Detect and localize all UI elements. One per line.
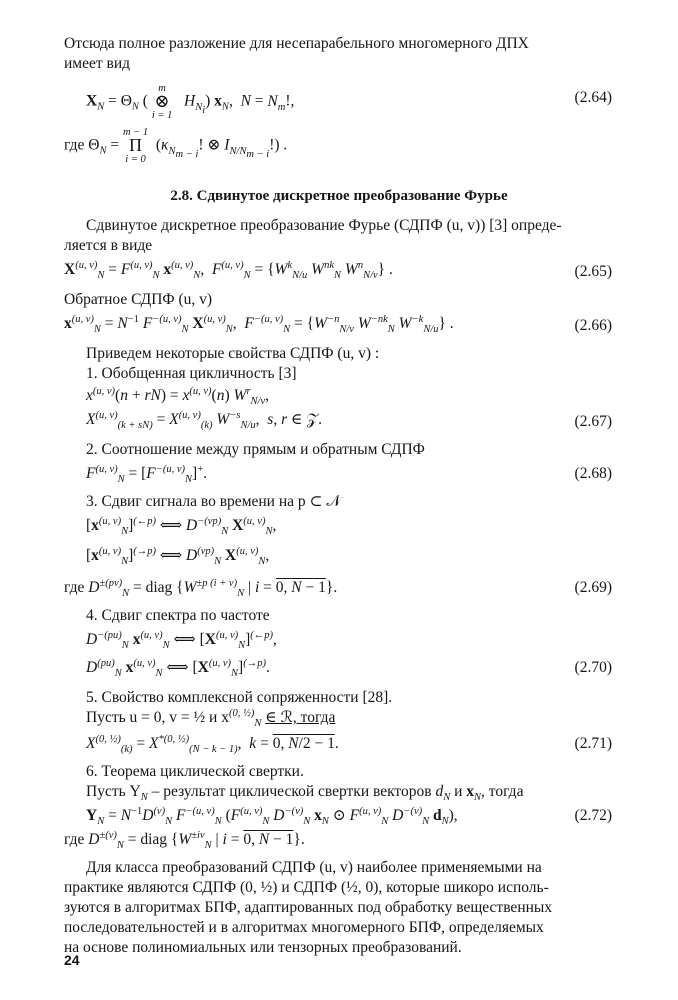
- property-4-heading: 4. Сдвиг спектра по частоте: [86, 607, 270, 624]
- equation-2-72: $Y_N = N^{-1}D^{(v)}_N$ $F^{-(u, v)}_N$ ($F^{(u, v)}_N$ $D^{-(v)}_N$ $x_N$ ⊙ F$^{(u, v)}_N$ $D^{-(v)}_N$ $d_N$),: [86, 805, 458, 828]
- condition-text: Пусть u = 0, v = ½ и x: [86, 709, 229, 726]
- equation-2-69-line-1: $[x^{(u, v)}_N]^{(\leftarrow p)}$ ⟺ $D^{-(vp)}_N$ X$^{(u, v)}_N$,: [86, 515, 277, 538]
- equation-2-66: $x^{(u, v)}_N = N^{-1}$ $F^{-(u, v)}_N$ X$^{(u, v)}_N$, $F^{-(u, v)}_N = \{W^{-n}_{N/v}$ $W^{-nk}_N$ $W^{-k}_{N/u}$} .: [64, 313, 454, 336]
- property-5-heading: 5. Свойство комплексной сопряженности [28].: [86, 689, 393, 706]
- equation-2-68: $F^{(u, v)}_N = [F^{-(u, v)}_N]^+$.: [86, 463, 207, 486]
- equation-number: (2.68): [574, 465, 612, 482]
- equation-2-71: $X^{(0, \frac{1}{2})}_{(k)} = X^{*(0, \frac{1}{2})}_{(N - k - 1)}$, k = 0, N/2 − 1.: [86, 733, 339, 756]
- property-6-condition: Пусть $Y_N$ – результат циклической свертки векторов $d_N$ и $x_N$, тогда: [86, 783, 524, 804]
- closing-line-1: Для класса преобразований СДПФ (u, v) наиболее применяемыми на: [86, 859, 542, 876]
- equation-2-67-line-2: X$^{(u, v)}_{(k + sN)}$ = X$^{(u, v)}_{(k)}$ $W^{-s}_{N/u}$, s, r ∈ 𝒵.: [86, 409, 323, 432]
- equation-number: (2.65): [574, 263, 612, 280]
- equation-2-70-line-2: $D^{(pu)}_N$ $x^{(u, v)}_N$ ⟺ $[X^{(u, v)}_N]^{(\to p)}$.: [86, 657, 270, 680]
- theta-definition: где $\Theta_N$ = m − 1 Π i = 0 ($\kappa_{N_{m - i}}$! ⊗ $I_{N/N_{m - i}}$!) .: [64, 127, 288, 165]
- property-2-heading: 2. Соотношение между прямым и обратным СДПФ: [86, 441, 425, 458]
- equation-number: (2.72): [574, 807, 612, 824]
- equation-2-69-line-2: $[x^{(u, v)}_N]^{(\to p)}$ ⟺ $D^{(vp)}_N$ X$^{(u, v)}_N$,: [86, 545, 270, 568]
- page-number: 24: [64, 952, 80, 968]
- property-6-heading: 6. Теорема циклической свертки.: [86, 763, 304, 780]
- equation-number: (2.70): [574, 659, 612, 676]
- equation-2-69-line-3: где $D^{\pm(pv)}_N$ = diag {$W^{\pm p (i + v)}_N$ | i = 0, N − 1}.: [64, 577, 338, 600]
- equation-2-67-line-1: $x^{(u, v)}(n + rN) = x^{(u, v)}(n)$ $W^r_{N/v}$,: [86, 385, 269, 408]
- closing-line-5: на основе полиномиальных или тензорных преобразований.: [64, 939, 462, 956]
- equation-number: (2.67): [574, 413, 612, 430]
- intro-line-1: Отсюда полное разложение для несепарабельного многомерного ДПХ: [64, 35, 529, 52]
- equation-2-70-line-1: $D^{-(pu)}_N$ $x^{(u, v)}_N$ ⟺ $[X^{(u, v)}_N]^{(\leftarrow p)}$,: [86, 629, 277, 652]
- equation-number: (2.64): [574, 89, 612, 106]
- section-title: 2.8. Сдвинутое дискретное преобразование Фурье: [170, 188, 508, 204]
- definition-line-2: ляется в виде: [64, 237, 153, 254]
- closing-line-2: практике являются СДПФ (0, ½) и СДПФ (½, 0), которые шикоро исполь-: [64, 879, 549, 896]
- inverse-label: Обратное СДПФ (u, v): [64, 291, 213, 308]
- properties-intro: Приведем некоторые свойства СДПФ (u, v) :: [86, 345, 380, 362]
- closing-line-4: последовательностей и в алгоритмах многомерного БПФ, определяемых: [64, 919, 544, 936]
- equation-2-72-where: где $D^{\pm(v)}_N$ = diag {$W^{\pm iv}_N$ | i = 0, N − 1}.: [64, 829, 305, 852]
- property-5-condition: Пусть u = 0, v = ½ и $x^{(0, \frac{1}{2})}_N$ ∈ ℛ, тогда: [86, 707, 336, 730]
- closing-line-3: зуются в алгоритмах БПФ, адаптированных под обработку вещественных: [64, 899, 553, 916]
- property-3-heading: 3. Сдвиг сигнала во времени на p ⊂ 𝒩: [86, 493, 342, 510]
- where-label: где: [64, 136, 85, 154]
- equation-2-64: $X_N = \Theta_N$ ( m ⊗ i = 1 $H_{N_i}$) $x_N$, $N = N_m$!,: [86, 83, 295, 121]
- condition-text: Пусть Y: [86, 783, 141, 800]
- equation-number: (2.69): [574, 579, 612, 596]
- equation-number: (2.71): [574, 735, 612, 752]
- definition-line-1: Сдвинутое дискретное преобразование Фурье (СДПФ (u, v)) [3] опреде-: [86, 217, 562, 234]
- equation-number: (2.66): [574, 317, 612, 334]
- intro-line-2: имеет вид: [64, 55, 131, 72]
- equation-2-65: X$^{(u, v)}_N$ = F$^{(u, v)}_N$ $x^{(u, v)}_N$, $F^{(u, v)}_N = \{W^k_{N/u}$ $W^{nk}_N$ $W^n_{N/v}$} .: [64, 259, 393, 282]
- property-1-heading: 1. Обобщенная цикличность [3]: [86, 365, 297, 382]
